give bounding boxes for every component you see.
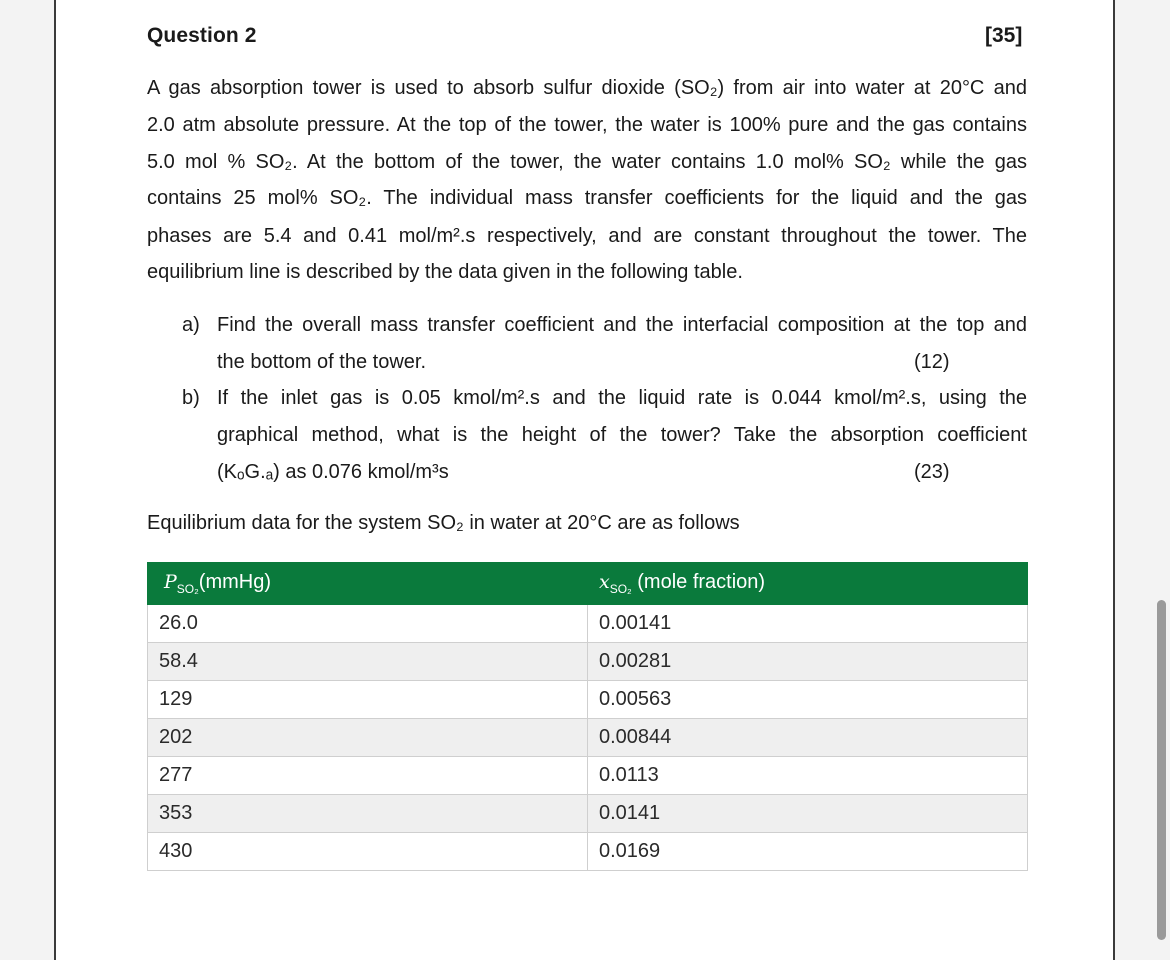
header-fraction — [588, 563, 1028, 605]
pressure-cell: 353 — [148, 795, 588, 833]
table-caption: Equilibrium data for the system SO₂ in water at 20°C are as follows — [147, 512, 740, 534]
question-total-marks: [35] — [985, 24, 1023, 47]
equilibrium-table — [147, 562, 1028, 871]
pressure-subscript: SO₂ — [176, 582, 199, 596]
fraction-cell: 0.00563 — [588, 681, 1028, 719]
intro-line: phases are 5.4 and 0.41 mol/m².s respectively, and are constant throughout the tower. The — [147, 225, 1027, 247]
intro-line: equilibrium line is described by the data given in the following table. — [147, 261, 743, 283]
part-a-line: Find the overall mass transfer coefficient and the interfacial composition at the top and — [217, 314, 1027, 336]
table-row — [148, 719, 1028, 757]
pressure-cell: 129 — [148, 681, 588, 719]
table-row — [148, 643, 1028, 681]
table-row — [148, 757, 1028, 795]
pressure-unit: (mmHg) — [198, 571, 272, 593]
pressure-cell: 58.4 — [148, 643, 588, 681]
intro-line: A gas absorption tower is used to absorb sulfur dioxide (SO₂) from air into water at 20°C and — [147, 77, 1027, 99]
question-title: Question 2 — [147, 24, 257, 47]
table-header-row — [148, 563, 1028, 605]
fraction-cell: 0.00844 — [588, 719, 1028, 757]
fraction-subscript: SO₂ — [609, 582, 632, 596]
fraction-symbol: x — [599, 571, 610, 593]
table-row — [148, 795, 1028, 833]
pressure-cell: 277 — [148, 757, 588, 795]
fraction-cell: 0.0141 — [588, 795, 1028, 833]
intro-line: contains 25 mol% SO₂. The individual mass transfer coefficients for the liquid and the gas — [147, 187, 1027, 209]
table-row — [148, 833, 1028, 871]
fraction-cell: 0.0169 — [588, 833, 1028, 871]
table-row — [148, 605, 1028, 643]
pressure-symbol: P — [164, 571, 177, 593]
fraction-cell: 0.00281 — [588, 643, 1028, 681]
fraction-cell: 0.0113 — [588, 757, 1028, 795]
pressure-cell: 26.0 — [148, 605, 588, 643]
part-b-marks: (23) — [914, 461, 950, 483]
pressure-cell: 202 — [148, 719, 588, 757]
intro-line: 5.0 mol % SO₂. At the bottom of the tower, the water contains 1.0 mol% SO₂ while the gas — [147, 151, 1027, 173]
part-b-line: If the inlet gas is 0.05 kmol/m².s and the liquid rate is 0.044 kmol/m².s, using the — [217, 387, 1027, 409]
fraction-unit: (mole fraction) — [631, 571, 766, 593]
part-b-line: graphical method, what is the height of the tower? Take the absorption coefficient — [217, 424, 1027, 446]
header-pressure — [148, 563, 588, 605]
table-row — [148, 681, 1028, 719]
intro-line: 2.0 atm absolute pressure. At the top of the tower, the water is 100% pure and the gas contains — [147, 114, 1027, 136]
part-b-line: (KₒG.ₐ) as 0.076 kmol/m³s — [217, 461, 449, 483]
fraction-cell: 0.00141 — [588, 605, 1028, 643]
part-b-label: b) — [182, 387, 200, 409]
pressure-cell: 430 — [148, 833, 588, 871]
scrollbar[interactable] — [1157, 600, 1166, 940]
part-a-marks: (12) — [914, 351, 950, 373]
part-a-line: the bottom of the tower. — [217, 351, 427, 373]
part-a-label: a) — [182, 314, 200, 336]
